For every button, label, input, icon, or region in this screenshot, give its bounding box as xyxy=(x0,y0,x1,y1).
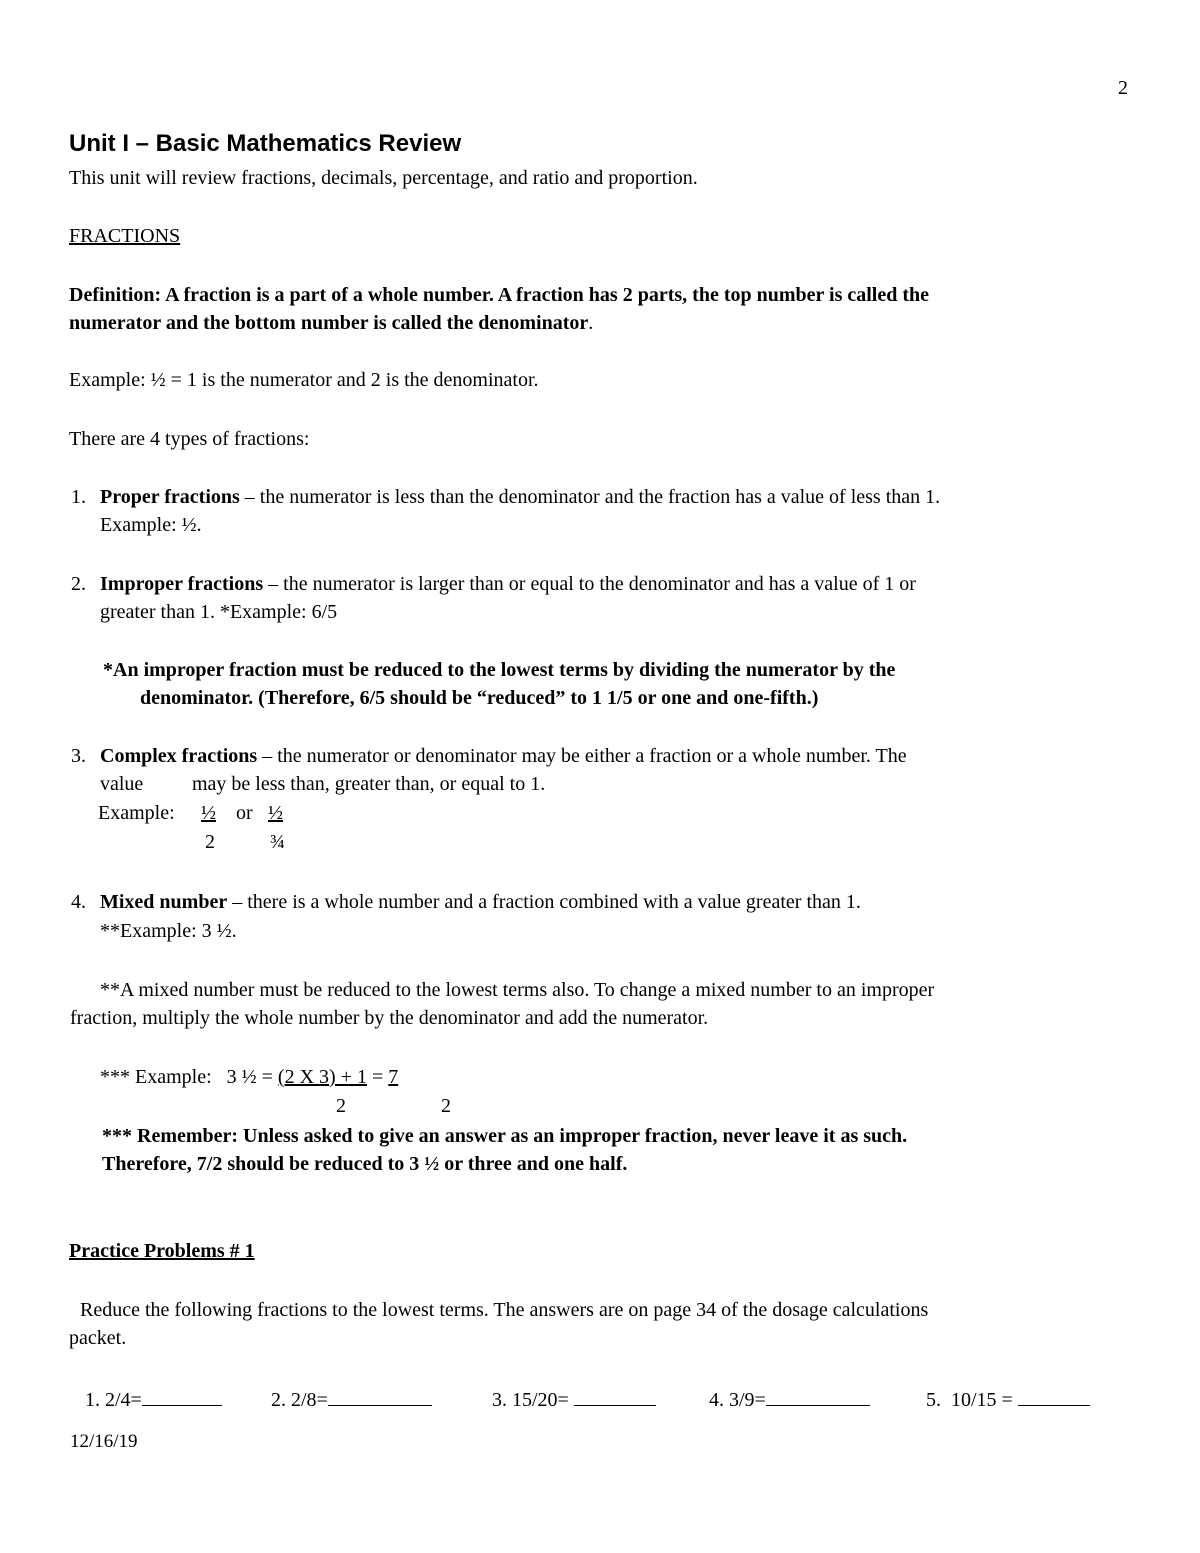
complex-desc xyxy=(100,742,907,770)
improper-note-1: *An improper fraction must be reduced to the lowest terms by dividing the numerator by the xyxy=(103,659,896,681)
answer-blank[interactable] xyxy=(328,1385,432,1406)
answer-blank[interactable] xyxy=(1018,1385,1090,1406)
improper-desc-2: greater than 1. *Example: 6/5 xyxy=(100,601,338,623)
complex-desc-text: – the numerator or denominator may be either a fraction or a whole number. The xyxy=(257,745,907,767)
complex-desc-2a: value xyxy=(100,773,144,795)
calc-prefix: *** Example: 3 ½ = xyxy=(100,1066,278,1088)
complex-ex2-denominator: ¾ xyxy=(270,831,285,853)
mixed-note-1: **A mixed number must be reduced to the lowest terms also. To change a mixed number to an improper xyxy=(100,979,935,1001)
problem-label: 5. 10/15 = xyxy=(926,1389,1018,1411)
term-proper: Proper fractions xyxy=(100,486,240,508)
list-number: 3. xyxy=(71,745,86,767)
list-number: 2. xyxy=(71,573,86,595)
problem-label: 2. 2/8= xyxy=(271,1389,328,1411)
practice-instructions-2: packet. xyxy=(69,1327,127,1349)
complex-example-label: Example: xyxy=(98,802,175,824)
practice-problem-5[interactable] xyxy=(926,1385,1090,1414)
calc-numerator: (2 X 3) + 1 xyxy=(277,1066,367,1088)
problem-label: 3. 15/20= xyxy=(492,1389,574,1411)
answer-blank[interactable] xyxy=(574,1385,656,1406)
footer-date: 12/16/19 xyxy=(70,1431,138,1452)
calc-result-denominator: 2 xyxy=(441,1095,451,1117)
term-complex: Complex fractions xyxy=(100,745,258,767)
calc-denominator: 2 xyxy=(336,1095,346,1117)
practice-problem-3[interactable] xyxy=(492,1385,656,1414)
definition-line-2-text: numerator and the bottom number is called the denominator xyxy=(69,312,589,334)
term-improper: Improper fractions xyxy=(100,573,264,595)
mixed-example: **Example: 3 ½. xyxy=(100,920,237,942)
page-title: Unit I – Basic Mathematics Review xyxy=(69,130,462,157)
complex-desc-2b: may be less than, greater than, or equal to 1. xyxy=(192,773,546,795)
complex-ex1-numerator: ½ xyxy=(201,802,216,824)
definition-line-1: Definition: A fraction is a part of a whole number. A fraction has 2 parts, the top number is called the xyxy=(69,284,930,306)
complex-ex1-denominator: 2 xyxy=(205,831,215,853)
improper-desc xyxy=(100,570,916,598)
list-number: 1. xyxy=(71,486,86,508)
section-heading: FRACTIONS xyxy=(69,225,181,247)
definition-line-2 xyxy=(69,309,593,337)
example-line: Example: ½ = 1 is the numerator and 2 is the denominator. xyxy=(69,369,539,391)
complex-ex2-numerator: ½ xyxy=(268,802,283,824)
practice-instructions-1: Reduce the following fractions to the lowest terms. The answers are on page 34 of the dosage calculations xyxy=(80,1299,929,1321)
practice-heading: Practice Problems # 1 xyxy=(69,1240,255,1262)
calc-result-numerator: 7 xyxy=(388,1066,399,1088)
types-intro: There are 4 types of fractions: xyxy=(69,428,310,450)
mixed-note-2: fraction, multiply the whole number by the denominator and add the numerator. xyxy=(70,1007,709,1029)
intro-text: This unit will review fractions, decimals, percentage, and ratio and proportion. xyxy=(69,167,698,189)
term-mixed: Mixed number xyxy=(100,891,228,913)
practice-problem-1[interactable] xyxy=(85,1385,222,1414)
practice-problem-2[interactable] xyxy=(271,1385,432,1414)
mixed-desc-text: – there is a whole number and a fraction combined with a value greater than 1. xyxy=(227,891,861,913)
improper-desc-text: – the numerator is larger than or equal to the denominator and has a value of 1 or xyxy=(263,573,916,595)
answer-blank[interactable] xyxy=(766,1385,870,1406)
problem-label: 4. 3/9= xyxy=(709,1389,766,1411)
practice-problem-4[interactable] xyxy=(709,1385,870,1414)
proper-desc xyxy=(100,483,940,511)
list-number: 4. xyxy=(71,891,86,913)
complex-ex-or: or xyxy=(236,802,253,824)
calc-equals: = xyxy=(366,1066,389,1088)
problem-label: 1. 2/4= xyxy=(85,1389,142,1411)
answer-blank[interactable] xyxy=(142,1385,222,1406)
page-number: 2 xyxy=(1118,77,1128,99)
mixed-desc xyxy=(100,888,861,916)
remember-line-1: *** Remember: Unless asked to give an answer as an improper fraction, never leave it as such. xyxy=(102,1125,908,1147)
proper-desc-text: – the numerator is less than the denominator and the fraction has a value of less than 1. xyxy=(239,486,941,508)
proper-example: Example: ½. xyxy=(100,514,202,536)
improper-note-2: denominator. (Therefore, 6/5 should be “reduced” to 1 1/5 or one and one-fifth.) xyxy=(140,687,819,709)
definition-period: . xyxy=(588,312,594,334)
remember-line-2: Therefore, 7/2 should be reduced to 3 ½ or three and one half. xyxy=(102,1153,628,1175)
mixed-calc-line xyxy=(100,1063,398,1091)
